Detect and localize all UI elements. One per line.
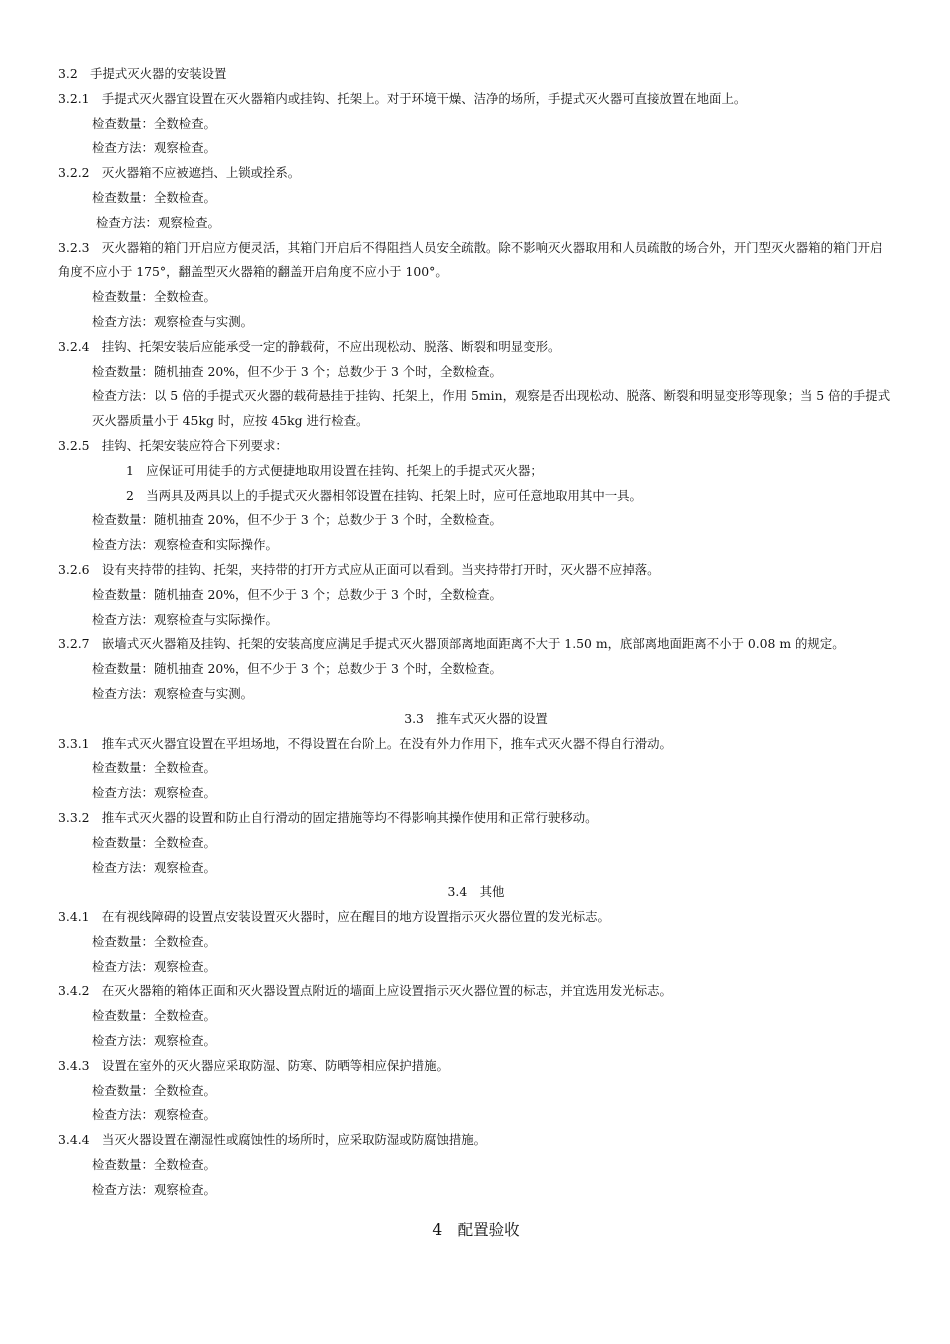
text-line: 检查数量：全数检查。 — [92, 1157, 216, 1173]
text-line: 检查数量：全数检查。 — [92, 189, 216, 205]
text-line: 检查方法：观察检查。 — [92, 140, 216, 156]
section-heading: 3.4 其他 — [447, 884, 505, 900]
text-line: 检查数量：全数检查。 — [92, 1082, 216, 1098]
text-line: 检查方法：观察检查。 — [92, 859, 216, 875]
text-line: 检查方法：观察检查。 — [92, 1107, 216, 1123]
text-line: 检查方法：以 5 倍的手提式灭火器的载荷悬挂于挂钩、托架上，作用 5min，观察是否出现松动、脱落、断裂和明显变形等现象；当 5 倍的手提式灭火器质量小于 45kg 时，应按 45kg 进行检查。 — [92, 388, 891, 429]
text-line: 检查数量：全数检查。 — [92, 834, 216, 850]
chapter-heading: 4 配置验收 — [432, 1220, 520, 1239]
text-line: 检查数量：全数检查。 — [92, 760, 216, 776]
text-line: 3.2.1 手提式灭火器宜设置在灭火器箱内或挂钩、托架上。对于环境干燥、洁净的场所，手提式灭火器可直接放置在地面上。 — [58, 90, 747, 106]
text-line: 3.2 手提式灭火器的安装设置 — [58, 66, 227, 81]
text-line: 检查方法：观察检查与实际操作。 — [92, 611, 278, 627]
text-line: 1 应保证可用徒手的方式便捷地取用设置在挂钩、托架上的手提式灭火器； — [126, 462, 543, 478]
text-line: 检查数量：随机抽查 20%，但不少于 3 个；总数少于 3 个时，全数检查。 — [92, 586, 502, 602]
text-line: 3.2.5 挂钩、托架安装应符合下列要求： — [58, 437, 288, 453]
text-line: 检查数量：随机抽查 20%，但不少于 3 个；总数少于 3 个时，全数检查。 — [92, 363, 502, 379]
section-heading: 3.3 推车式灭火器的设置 — [404, 710, 548, 726]
text-line: 检查方法：观察检查与实测。 — [92, 685, 254, 701]
text-line: 3.3.2 推车式灭火器的设置和防止自行滑动的固定措施等均不得影响其操作使用和正常行驶移动。 — [58, 809, 598, 825]
text-line: 检查数量：全数检查。 — [92, 115, 216, 131]
text-line: 检查数量：全数检查。 — [92, 289, 216, 305]
text-line: 检查方法：观察检查。 — [92, 1033, 216, 1049]
text-line: 3.4.3 设置在室外的灭火器应采取防湿、防寒、防晒等相应保护措施。 — [58, 1057, 449, 1073]
text-line: 检查方法：观察检查。 — [92, 785, 216, 801]
text-line: 检查方法：观察检查。 — [92, 1181, 216, 1197]
text-line: 检查方法：观察检查与实测。 — [92, 313, 254, 329]
text-line: 检查数量：全数检查。 — [92, 1008, 216, 1024]
text-line: 检查数量：随机抽查 20%，但不少于 3 个；总数少于 3 个时，全数检查。 — [92, 512, 502, 528]
text-line: 3.2.3 灭火器箱的箱门开启应方便灵活，其箱门开启后不得阻挡人员安全疏散。除不影响灭火器取用和人员疏散的场合外，开门型灭火器箱的箱门开启角度不应小于 175°，翻盖型灭火器箱的翻盖开启角度不应小于 100°。 — [58, 239, 883, 280]
text-line: 3.4.1 在有视线障碍的设置点安装设置灭火器时，应在醒目的地方设置指示灭火器位置的发光标志。 — [58, 909, 610, 925]
text-lines — [58, 62, 894, 1203]
text-line: 3.2.7 嵌墙式灭火器箱及挂钩、托架的安装高度应满足手提式灭火器顶部离地面距离不大于 1.50 m，底部离地面距离不小于 0.08 m 的规定。 — [58, 636, 845, 652]
text-line: 检查方法：观察检查。 — [96, 214, 220, 230]
text-line: 检查数量：全数检查。 — [92, 933, 216, 949]
text-line: 检查方法：观察检查和实际操作。 — [92, 537, 278, 553]
text-line: 2 当两具及两具以上的手提式灭火器相邻设置在挂钩、托架上时，应可任意地取用其中一具。 — [126, 487, 642, 503]
text-line: 3.2.4 挂钩、托架安装后应能承受一定的静载荷，不应出现松动、脱落、断裂和明显变形。 — [58, 338, 561, 354]
text-line: 3.4.4 当灭火器设置在潮湿性或腐蚀性的场所时，应采取防湿或防腐蚀措施。 — [58, 1132, 487, 1148]
text-line: 检查方法：观察检查。 — [92, 958, 216, 974]
spacer — [58, 1203, 894, 1215]
text-line: 3.4.2 在灭火器箱的箱体正面和灭火器设置点附近的墙面上应设置指示灭火器位置的标志，并宜选用发光标志。 — [58, 983, 672, 999]
document-body — [58, 62, 894, 1245]
text-line: 3.2.6 设有夹持带的挂钩、托架，夹持带的打开方式应从正面可以看到。当夹持带打开时，灭火器不应掉落。 — [58, 561, 660, 577]
text-line: 3.2.2 灭火器箱不应被遮挡、上锁或拴系。 — [58, 165, 301, 181]
text-line: 检查数量：随机抽查 20%，但不少于 3 个；总数少于 3 个时，全数检查。 — [92, 661, 502, 677]
text-line: 3.3.1 推车式灭火器宜设置在平坦场地，不得设置在台阶上。在没有外力作用下，推车式灭火器不得自行滑动。 — [58, 735, 672, 751]
